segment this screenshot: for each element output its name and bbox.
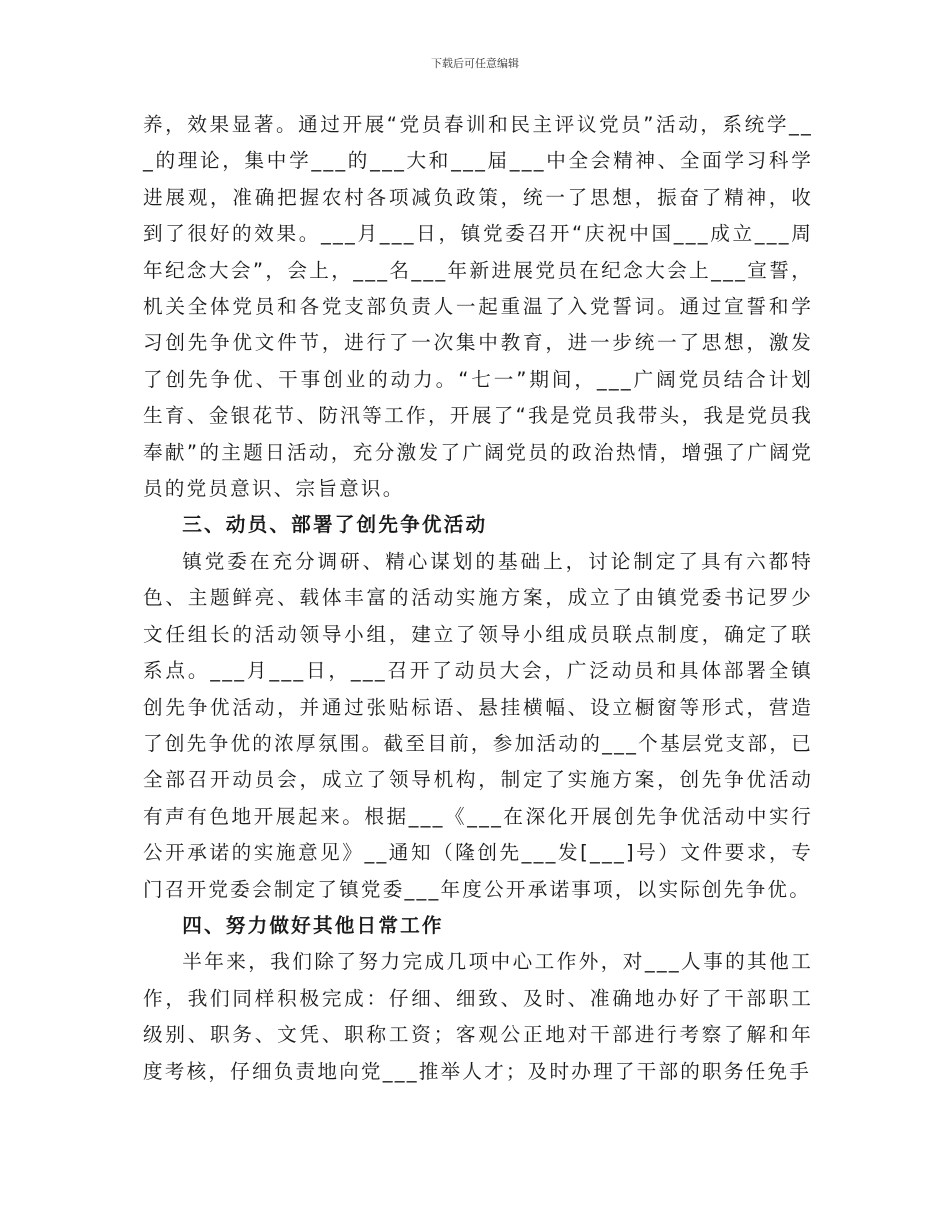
section-heading-4: 四、努力做好其他日常工作 bbox=[182, 913, 444, 937]
paragraph-daily-work: 半年来，我们除了努力完成几项中心工作外，对___人事的其他工作，我们同样积极完成：仔细、细致、及时、准确地办好了干部职工级别、职务、文凭、职称工资；客观公正地对干部进行考察了解和年度考核，仔细负责地向党___推举人才；及时办理了干部的职务任免手 bbox=[143, 950, 813, 1083]
paragraph-mobilization: 镇党委在充分调研、精心谋划的基础上，讨论制定了具有六都特色、主题鲜亮、载体丰富的活动实施方案，成立了由镇党委书记罗少文任组长的活动领导小组，建立了领导小组成员联点制度，确定了联系点。___月___日，___召开了动员大会，广泛动员和具体部署全镇创先争优活动，并通过张贴标语、悬挂横幅、设立橱窗等形式，营造了创先争优的浓厚氛围。截至目前，参加活动的___个基层党支部，已全部召开动员会，成立了领导机构，制定了实施方案，创先争优活动有声有色地开展起来。根据___《___在深化开展创先争优活动中实行公开承诺的实施意见》__通知（隆创先___发[___]号）文件要求，专门召开党委会制定了镇党委___年度公开承诺事项，以实际创先争优。 bbox=[143, 549, 813, 901]
section-heading-3: 三、动员、部署了创先争优活动 bbox=[182, 513, 488, 537]
page-header: 下载后可任意编辑 bbox=[431, 57, 519, 70]
document-body bbox=[143, 107, 813, 1090]
paragraph-continued: 养，效果显著。通过开展“党员春训和民主评议党员”活动，系统学___的理论，集中学___的___大和___届___中全会精神、全面学习科学进展观，准确把握农村各项减负政策，统一了思想，振奋了精神，收到了很好的效果。___月___日，镇党委召开“庆祝中国___成立___周年纪念大会”，会上，___名___年新进展党员在纪念大会上___宣誓，机关全体党员和各党支部负责人一起重温了入党誓词。通过宣誓和学习创先争优文件节，进行了一次集中教育，进一步统一了思想，激发了创先争优、干事创业的动力。“七一”期间，___广阔党员结合计划生育、金银花节、防汛等工作，开展了“我是党员我带头，我是党员我奉献”的主题日活动，充分激发了广阔党员的政治热情，增强了广阔党员的党员意识、宗旨意识。 bbox=[143, 113, 813, 501]
